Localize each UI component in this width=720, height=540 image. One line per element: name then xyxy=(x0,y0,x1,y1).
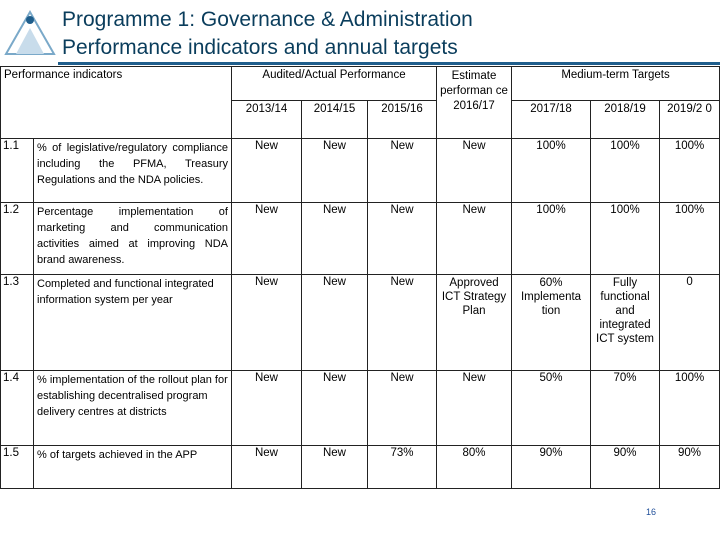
col-medium: Medium-term Targets xyxy=(512,67,720,101)
cell-2013: New xyxy=(232,139,302,203)
performance-table xyxy=(0,66,720,489)
page-title xyxy=(62,6,473,62)
cell-2018: 100% xyxy=(591,139,660,203)
cell-2016: New xyxy=(437,371,512,446)
row-number: 1.4 xyxy=(1,371,34,446)
cell-2017: 50% xyxy=(512,371,591,446)
cell-2013: New xyxy=(232,203,302,275)
title-line-2: Performance indicators and annual targets xyxy=(62,36,458,59)
cell-2015: New xyxy=(368,371,437,446)
cell-2013: New xyxy=(232,446,302,489)
cell-2016: Approved ICT Strategy Plan xyxy=(437,275,512,371)
table-row xyxy=(1,203,720,275)
cell-2016: New xyxy=(437,139,512,203)
cell-2018: Fully functional and integrated ICT system xyxy=(591,275,660,371)
cell-2014: New xyxy=(302,203,368,275)
cell-2018: 90% xyxy=(591,446,660,489)
table-row xyxy=(1,371,720,446)
cell-2017: 100% xyxy=(512,203,591,275)
cell-2016: 80% xyxy=(437,446,512,489)
cell-2013: New xyxy=(232,275,302,371)
year-2018: 2018/19 xyxy=(591,101,660,139)
cell-2015: New xyxy=(368,139,437,203)
cell-2019: 0 xyxy=(660,275,720,371)
table-row xyxy=(1,446,720,489)
cell-2013: New xyxy=(232,371,302,446)
page-number: 16 xyxy=(646,507,657,517)
cell-2015: 73% xyxy=(368,446,437,489)
cell-2016: New xyxy=(437,203,512,275)
year-2019: 2019/2 0 xyxy=(660,101,720,139)
col-estimate: Estimate performan ce 2016/17 xyxy=(437,67,512,139)
cell-2014: New xyxy=(302,446,368,489)
cell-2017: 90% xyxy=(512,446,591,489)
title-line-1: Programme 1: Governance & Administration xyxy=(62,8,473,31)
year-2017: 2017/18 xyxy=(512,101,591,139)
cell-2014: New xyxy=(302,275,368,371)
row-description: % of legislative/regulatory compliance including the PFMA, Treasury Regulations and the NDA policies. xyxy=(34,139,232,203)
cell-2018: 100% xyxy=(591,203,660,275)
cell-2014: New xyxy=(302,371,368,446)
cell-2017: 60% Implementa tion xyxy=(512,275,591,371)
row-description: % of targets achieved in the APP xyxy=(34,446,232,489)
row-number: 1.1 xyxy=(1,139,34,203)
col-indicators: Performance indicators xyxy=(1,67,232,139)
cell-2015: New xyxy=(368,275,437,371)
table-row xyxy=(1,275,720,371)
cell-2019: 90% xyxy=(660,446,720,489)
cell-2019: 100% xyxy=(660,139,720,203)
row-number: 1.5 xyxy=(1,446,34,489)
row-description: Percentage implementation of marketing and communication activities aimed at improving NDA brand awareness. xyxy=(34,203,232,275)
table-row xyxy=(1,139,720,203)
cell-2019: 100% xyxy=(660,203,720,275)
logo-icon xyxy=(2,2,58,58)
header-row xyxy=(1,67,720,101)
row-description: % implementation of the rollout plan for establishing decentralised program delivery centres at districts xyxy=(34,371,232,446)
cell-2015: New xyxy=(368,203,437,275)
cell-2019: 100% xyxy=(660,371,720,446)
year-2015: 2015/16 xyxy=(368,101,437,139)
col-audited: Audited/Actual Performance xyxy=(232,67,437,101)
row-description: Completed and functional integrated information system per year xyxy=(34,275,232,371)
row-number: 1.2 xyxy=(1,203,34,275)
cell-2017: 100% xyxy=(512,139,591,203)
year-2014: 2014/15 xyxy=(302,101,368,139)
cell-2018: 70% xyxy=(591,371,660,446)
title-underline xyxy=(58,62,720,65)
cell-2014: New xyxy=(302,139,368,203)
year-2013: 2013/14 xyxy=(232,101,302,139)
row-number: 1.3 xyxy=(1,275,34,371)
